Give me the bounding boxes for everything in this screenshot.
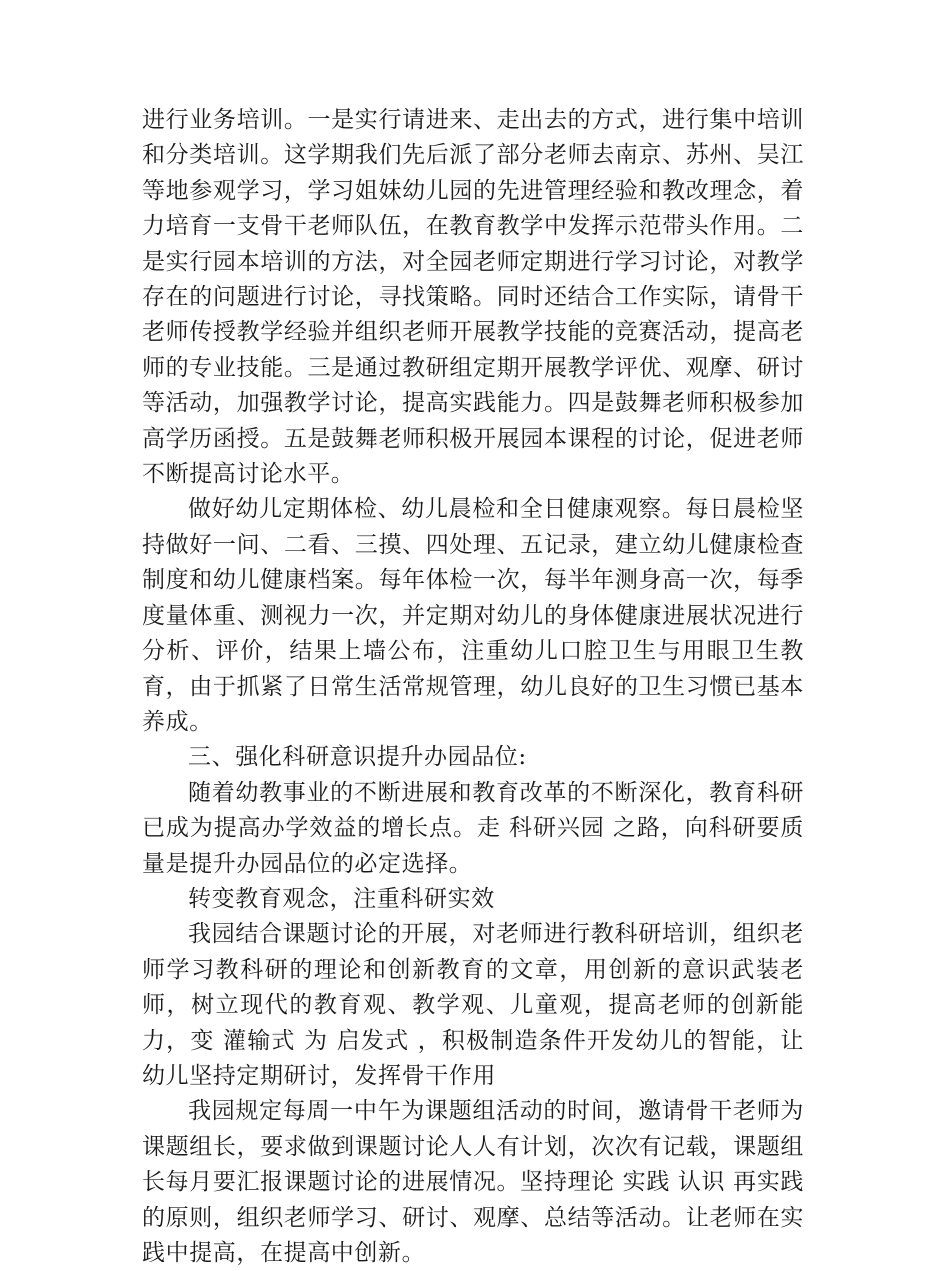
- section-heading-research: 三、强化科研意识提升办园品位:: [188, 744, 527, 771]
- document-body: [142, 103, 804, 1271]
- paragraph-concept: 我园结合课题讨论的开展，对老师进行教科研培训，组织老师学习教科研的理论和创新教育的文章，用创新的意识武装老师，树立现代的教育观、教学观、儿童观，提高老师的创新能力，变 灌输式 为 启发式 ，积极制造条件开发幼儿的智能，让幼儿坚持定期研讨，发挥骨干作用: [142, 921, 804, 1089]
- paragraph-backbone: 我园规定每周一中午为课题组活动的时间，邀请骨干老师为课题组长，要求做到课题讨论人人有计划，次次有记载，课题组长每月要汇报课题讨论的进展情况。坚持理论 实践 认识 再实践的原则，组织老师学习、研讨、观摩、总结等活动。让老师在实践中提高，在提高中创新。: [142, 1098, 804, 1266]
- paragraph-health-check: 做好幼儿定期体检、幼儿晨检和全日健康观察。每日晨检坚持做好一问、二看、三摸、四处理、五记录，建立幼儿健康检查制度和幼儿健康档案。每年体检一次，每半年测身高一次，每季度量体重、测视力一次，并定期对幼儿的身体健康进展状况进行分析、评价，结果上墙公布，注重幼儿口腔卫生与用眼卫生教育，由于抓紧了日常生活常规管理，幼儿良好的卫生习惯已基本养成。: [142, 496, 804, 735]
- subheading-concept: 转变教育观念，注重科研实效: [188, 885, 495, 912]
- paragraph-research-intro: 随着幼教事业的不断进展和教育改革的不断深化，教育科研已成为提高办学效益的增长点。走 科研兴园 之路，向科研要质量是提升办园品位的必定选择。: [142, 779, 804, 877]
- paragraph-training: 进行业务培训。一是实行请进来、走出去的方式，进行集中培训和分类培训。这学期我们先后派了部分老师去南京、苏州、吴江等地参观学习，学习姐妹幼儿园的先进管理经验和教改理念，着力培育一支骨干老师队伍，在教育教学中发挥示范带头作用。二是实行园本培训的方法，对全园老师定期进行学习讨论，对教学存在的问题进行讨论，寻找策略。同时还结合工作实际，请骨干老师传授教学经验并组织老师开展教学技能的竞赛活动，提高老师的专业技能。三是通过教研组定期开展教学评优、观摩、研讨等活动，加强教学讨论，提高实践能力。四是鼓舞老师积极参加高学历函授。五是鼓舞老师积极开展园本课程的讨论，促进老师不断提高讨论水平。: [142, 107, 804, 488]
